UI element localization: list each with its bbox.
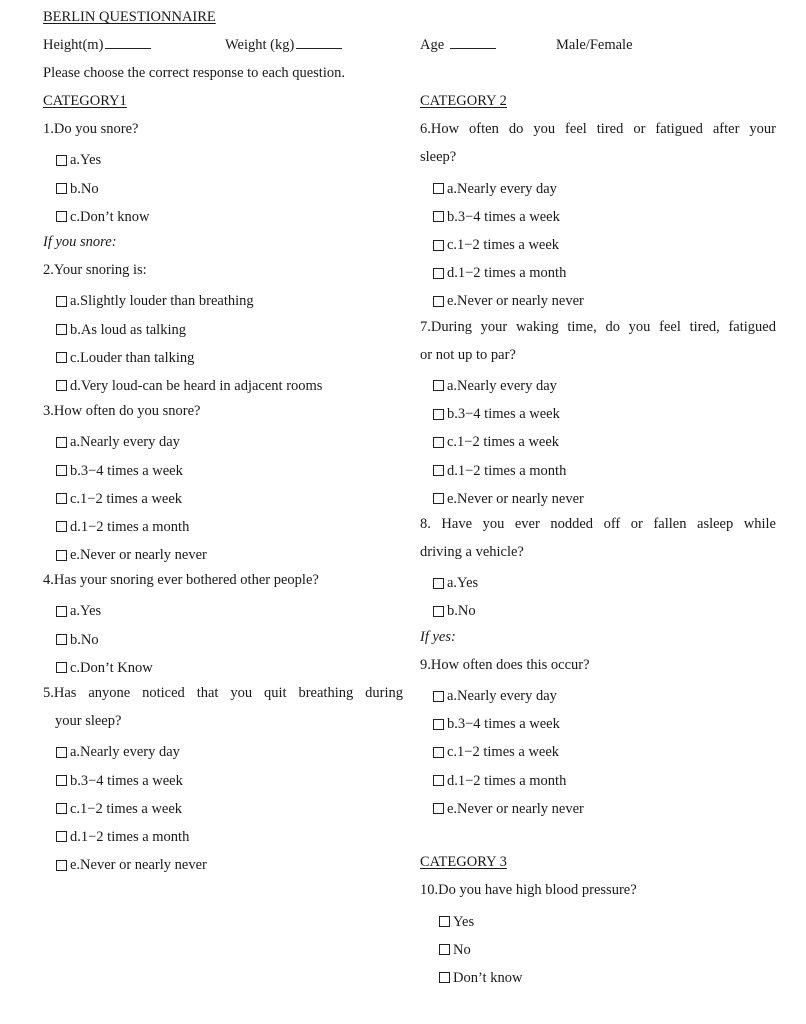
checkbox-icon[interactable] [433,437,444,448]
question-8-line-2: driving a vehicle? [420,544,524,560]
q2-option-d[interactable]: d.Very loud-can be heard in adjacent rooms [43,372,403,400]
checkbox-icon[interactable] [56,465,67,476]
q4-option-b[interactable]: b.No [43,626,403,654]
q7-option-c[interactable]: c.1−2 times a week [420,428,776,456]
q9-option-b[interactable]: b.3−4 times a week [420,710,776,738]
q7-option-b[interactable]: b.3−4 times a week [420,400,776,428]
q6-option-e[interactable]: e.Never or nearly never [420,287,776,315]
checkbox-icon[interactable] [56,211,67,222]
checkbox-icon[interactable] [433,775,444,786]
checkbox-icon[interactable] [433,211,444,222]
checkbox-icon[interactable] [439,944,450,955]
checkbox-icon[interactable] [56,493,67,504]
q10-option-no[interactable]: No [420,936,776,964]
checkbox-icon[interactable] [439,916,450,927]
checkbox-icon[interactable] [56,296,67,307]
q8-option-b[interactable]: b.No [420,597,776,625]
checkbox-icon[interactable] [433,240,444,251]
instruction-text: Please choose the correct response to each question. [43,65,345,82]
weight-label: Weight (kg) [225,37,295,54]
checkbox-icon[interactable] [433,296,444,307]
checkbox-icon[interactable] [56,775,67,786]
checkbox-icon[interactable] [56,380,67,391]
checkbox-icon[interactable] [56,155,67,166]
checkbox-icon[interactable] [56,662,67,673]
checkbox-icon[interactable] [56,634,67,645]
q1-option-c[interactable]: c.Don’t know [43,203,403,231]
height-label: Height(m) [43,37,104,54]
checkbox-icon[interactable] [433,691,444,702]
checkbox-icon[interactable] [56,860,67,871]
q7-option-a[interactable]: a.Nearly every day [420,372,776,400]
category-1-heading: CATEGORY1 [43,93,127,109]
form-title: BERLIN QUESTIONNAIRE [43,9,216,25]
age-label: Age [420,37,445,54]
checkbox-icon[interactable] [56,550,67,561]
q7-option-e[interactable]: e.Never or nearly never [420,485,776,513]
q9-option-d[interactable]: d.1−2 times a month [420,767,776,795]
q9-option-a[interactable]: a.Nearly every day [420,682,776,710]
q3-option-c[interactable]: c.1−2 times a week [43,485,403,513]
q5-option-d[interactable]: d.1−2 times a month [43,823,403,851]
q1-option-a[interactable]: a.Yes [43,146,403,174]
q6-option-b[interactable]: b.3−4 times a week [420,203,776,231]
right-column [420,90,776,992]
weight-field[interactable] [225,34,342,56]
section-spacer [420,823,776,851]
checkbox-icon[interactable] [433,719,444,730]
question-5-line-2: your sleep? [55,713,122,730]
sex-field[interactable]: Male/Female [556,37,633,54]
checkbox-icon[interactable] [56,352,67,363]
checkbox-icon[interactable] [56,606,67,617]
checkbox-icon[interactable] [433,380,444,391]
question-7-line-2: or not up to par? [420,346,516,363]
q5-option-e[interactable]: e.Never or nearly never [43,851,403,879]
checkbox-icon[interactable] [56,183,67,194]
checkbox-icon[interactable] [433,747,444,758]
q2-option-b[interactable]: b.As loud as talking [43,316,403,344]
q2-option-c[interactable]: c.Louder than talking [43,344,403,372]
question-8-line-1: 8. Have you ever nodded off or fallen asleep while [420,515,776,532]
question-10: 10.Do you have high blood pressure? [420,882,637,899]
q10-option-dont-know[interactable]: Don’t know [420,964,776,992]
question-7-line-1: 7.During your waking time, do you feel tired, fatigued [420,318,776,335]
weight-blank[interactable] [296,34,342,49]
checkbox-icon[interactable] [56,521,67,532]
checkbox-icon[interactable] [433,578,444,589]
checkbox-icon[interactable] [56,831,67,842]
checkbox-icon[interactable] [56,437,67,448]
question-2: 2.Your snoring is: [43,262,147,279]
q5-option-a[interactable]: a.Nearly every day [43,738,403,766]
checkbox-icon[interactable] [433,268,444,279]
q6-option-a[interactable]: a.Nearly every day [420,175,776,203]
q8-option-a[interactable]: a.Yes [420,569,776,597]
if-yes-note: If yes: [420,628,456,645]
checkbox-icon[interactable] [56,747,67,758]
checkbox-icon[interactable] [56,803,67,814]
left-column [43,90,403,879]
q9-option-c[interactable]: c.1−2 times a week [420,738,776,766]
age-blank[interactable] [450,34,496,49]
question-5-line-1: 5.Has anyone noticed that you quit breathing during [43,684,403,701]
height-blank[interactable] [105,34,151,49]
checkbox-icon[interactable] [433,183,444,194]
question-6-line-2: sleep? [420,149,457,166]
if-snore-note: If you snore: [43,233,117,250]
form-header [43,6,783,91]
checkbox-icon[interactable] [433,803,444,814]
checkbox-icon[interactable] [439,972,450,983]
q1-option-b[interactable]: b.No [43,175,403,203]
question-1: 1.Do you snore? [43,121,139,138]
q5-option-b[interactable]: b.3−4 times a week [43,767,403,795]
question-3: 3.How often do you snore? [43,403,201,420]
q3-option-d[interactable]: d.1−2 times a month [43,513,403,541]
category-2-heading: CATEGORY 2 [420,93,507,109]
demographics-row [43,34,783,62]
question-6-line-1: 6.How often do you feel tired or fatigued after your [420,121,776,138]
checkbox-icon[interactable] [433,606,444,617]
q2-option-a[interactable]: a.Slightly louder than breathing [43,287,403,315]
q4-option-a[interactable]: a.Yes [43,597,403,625]
checkbox-icon[interactable] [433,465,444,476]
q9-option-e[interactable]: e.Never or nearly never [420,795,776,823]
checkbox-icon[interactable] [56,324,67,335]
q6-option-c[interactable]: c.1−2 times a week [420,231,776,259]
q3-option-a[interactable]: a.Nearly every day [43,428,403,456]
checkbox-icon[interactable] [433,409,444,420]
question-9: 9.How often does this occur? [420,656,590,673]
q7-option-d[interactable]: d.1−2 times a month [420,456,776,484]
q6-option-d[interactable]: d.1−2 times a month [420,259,776,287]
height-field[interactable] [43,34,151,56]
q5-option-c[interactable]: c.1−2 times a week [43,795,403,823]
question-4: 4.Has your snoring ever bothered other people? [43,572,319,589]
category-3-heading: CATEGORY 3 [420,854,507,871]
checkbox-icon[interactable] [433,493,444,504]
q3-option-e[interactable]: e.Never or nearly never [43,541,403,569]
age-field[interactable] [420,34,496,56]
q10-option-yes[interactable]: Yes [420,907,776,935]
q3-option-b[interactable]: b.3−4 times a week [43,456,403,484]
q4-option-c[interactable]: c.Don’t Know [43,654,403,682]
